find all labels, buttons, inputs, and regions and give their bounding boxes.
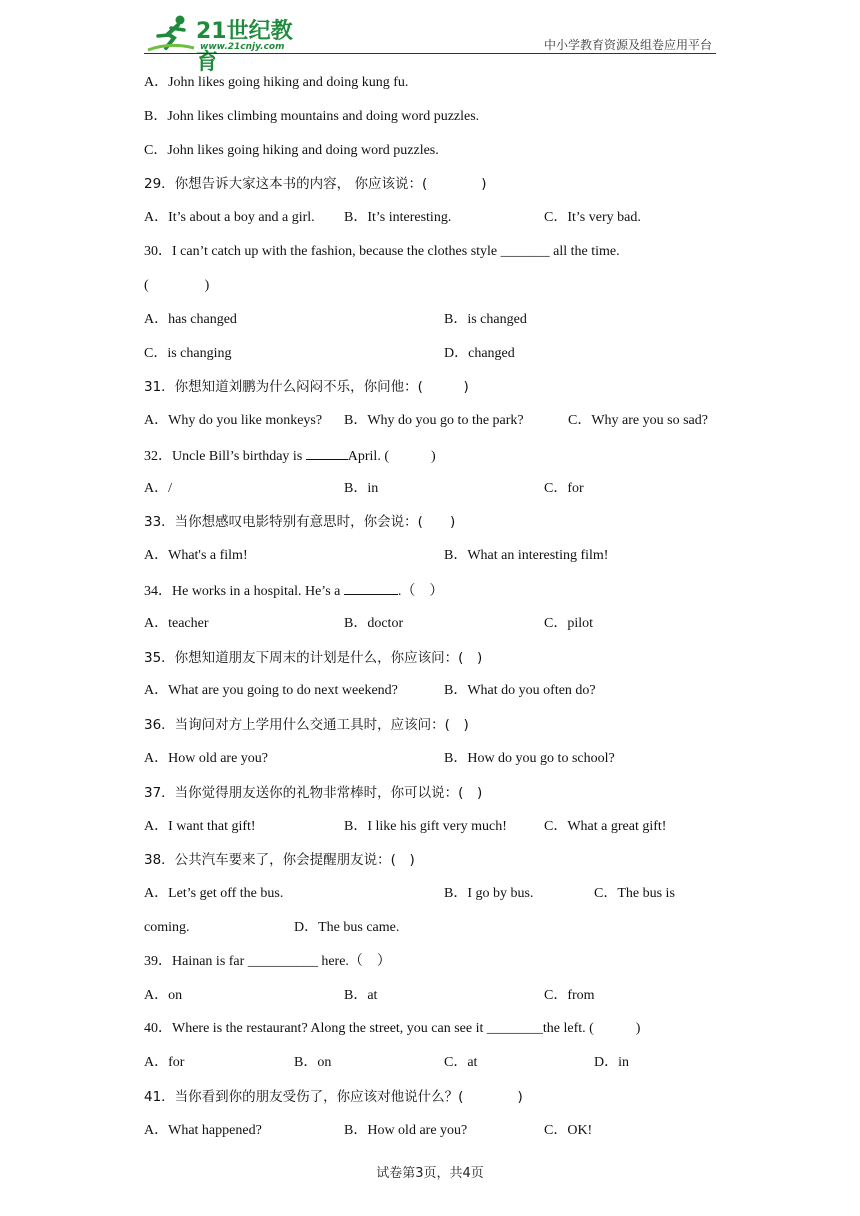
q39-stem bbox=[144, 953, 391, 971]
q32-stem bbox=[144, 446, 436, 466]
logo-text: 21世纪教育 bbox=[196, 19, 293, 75]
page-footer: 试卷第3页，共4页 bbox=[376, 1166, 484, 1181]
q32-blank bbox=[306, 446, 348, 460]
q36-stem: 36．当询问对方上学用什么交通工具时，应该问：( ) bbox=[144, 717, 469, 733]
q37-option-b: B．I like his gift very much! bbox=[344, 819, 507, 834]
q31-option-b: B．Why do you go to the park? bbox=[344, 413, 524, 428]
q41-stem: 41．当你看到你的朋友受伤了，你应该对他说什么？( ) bbox=[144, 1089, 523, 1105]
q30-stem-post: all the time. bbox=[549, 244, 620, 259]
q39-option-b: B．at bbox=[344, 988, 378, 1003]
q40-stem-post: the left. ( ) bbox=[542, 1021, 641, 1036]
q38-option-d: D．The bus came. bbox=[294, 920, 400, 935]
q41-option-b: B．How old are you? bbox=[344, 1123, 468, 1138]
q33-stem: 33．当你想感叹电影特别有意思时，你会说：( ) bbox=[144, 514, 456, 530]
q30-option-b: B．is changed bbox=[444, 312, 527, 327]
q38-option-c-continued: coming. bbox=[144, 920, 190, 935]
q40-stem-pre: 40．Where is the restaurant? Along the street, you can see it bbox=[144, 1021, 487, 1036]
q29-option-b: B．It’s interesting. bbox=[344, 210, 452, 225]
q40-option-b: B．on bbox=[294, 1055, 332, 1070]
q39-blank: __________ bbox=[247, 954, 318, 969]
q28-option-b: B．John likes climbing mountains and doing word puzzles. bbox=[144, 109, 480, 124]
q30-option-d: D．changed bbox=[444, 346, 515, 361]
logo-url: www.21cnjy.com bbox=[200, 42, 285, 52]
q34-stem-post: .（ ） bbox=[397, 584, 444, 599]
q34-blank bbox=[344, 581, 398, 595]
q40-option-d: D．in bbox=[594, 1055, 629, 1070]
q35-stem: 35．你想知道朋友下周末的计划是什么，你应该问：( ) bbox=[144, 650, 483, 666]
runner-logo-icon bbox=[144, 14, 196, 54]
q34-stem-pre: 34．He works in a hospital. He’s a bbox=[144, 584, 344, 599]
q29-stem: 29．你想告诉大家这本书的内容， 你应该说：( ) bbox=[144, 176, 487, 192]
q39-stem-post: here.（ ） bbox=[317, 954, 391, 969]
q41-option-a: A．What happened? bbox=[144, 1123, 262, 1138]
q35-option-b: B．What do you often do? bbox=[444, 683, 596, 698]
q28-option-c: C．John likes going hiking and doing word puzzles. bbox=[144, 143, 439, 158]
q41-option-c: C．OK! bbox=[544, 1123, 593, 1138]
q39-stem-pre: 39．Hainan is far bbox=[144, 954, 248, 969]
q40-blank: ________ bbox=[486, 1021, 543, 1036]
q28-option-a: A．John likes going hiking and doing kung fu. bbox=[144, 75, 409, 90]
q33-option-a: A．What's a film! bbox=[144, 548, 248, 563]
q34-option-c: C．pilot bbox=[544, 616, 594, 631]
q30-option-c: C．is changing bbox=[144, 346, 232, 361]
platform-label: 中小学教育资源及组卷应用平台 bbox=[543, 38, 712, 52]
q31-option-c: C．Why are you so sad? bbox=[568, 413, 708, 428]
q31-option-a: A．Why do you like monkeys? bbox=[144, 413, 323, 428]
q33-option-b: B．What an interesting film! bbox=[444, 548, 609, 563]
q39-option-a: A．on bbox=[144, 988, 183, 1003]
q32-option-b: B．in bbox=[344, 481, 379, 496]
q30-paren: ( ) bbox=[144, 278, 210, 293]
q38-option-b: B．I go by bus. bbox=[444, 886, 534, 901]
q31-stem: 31．你想知道刘鹏为什么闷闷不乐，你问他：( ) bbox=[144, 379, 469, 395]
q35-option-a: A．What are you going to do next weekend? bbox=[144, 683, 398, 698]
q30-stem bbox=[144, 243, 620, 261]
q39-option-c: C．from bbox=[544, 988, 595, 1003]
q34-option-a: A．teacher bbox=[144, 616, 209, 631]
q30-blank: _______ bbox=[500, 244, 550, 259]
q38-stem: 38．公共汽车要来了，你会提醒朋友说：( ) bbox=[144, 852, 415, 868]
q30-option-a: A．has changed bbox=[144, 312, 237, 327]
q36-option-a: A．How old are you? bbox=[144, 751, 269, 766]
q34-stem bbox=[144, 581, 443, 601]
q29-option-c: C．It’s very bad. bbox=[544, 210, 641, 225]
q40-option-a: A．for bbox=[144, 1055, 185, 1070]
q37-stem: 37．当你觉得朋友送你的礼物非常棒时，你可以说：( ) bbox=[144, 785, 483, 801]
q34-option-b: B．doctor bbox=[344, 616, 404, 631]
q36-option-b: B．How do you go to school? bbox=[444, 751, 615, 766]
q37-option-c: C．What a great gift! bbox=[544, 819, 667, 834]
q29-option-a: A．It’s about a boy and a girl. bbox=[144, 210, 315, 225]
q32-stem-pre: 32．Uncle Bill’s birthday is bbox=[144, 449, 306, 464]
logo bbox=[144, 12, 314, 75]
q37-option-a: A．I want that gift! bbox=[144, 819, 256, 834]
q32-option-c: C．for bbox=[544, 481, 584, 496]
q32-stem-post: April. ( ) bbox=[347, 449, 436, 464]
q38-option-a: A．Let’s get off the bus. bbox=[144, 886, 284, 901]
page-header bbox=[144, 12, 716, 75]
q30-stem-pre: 30．I can’t catch up with the fashion, because the clothes style bbox=[144, 244, 501, 259]
q32-option-a: A．/ bbox=[144, 481, 172, 496]
header-divider bbox=[144, 53, 716, 54]
q40-option-c: C．at bbox=[444, 1055, 478, 1070]
q40-stem bbox=[144, 1020, 640, 1038]
q38-option-c: C．The bus is bbox=[594, 886, 675, 901]
